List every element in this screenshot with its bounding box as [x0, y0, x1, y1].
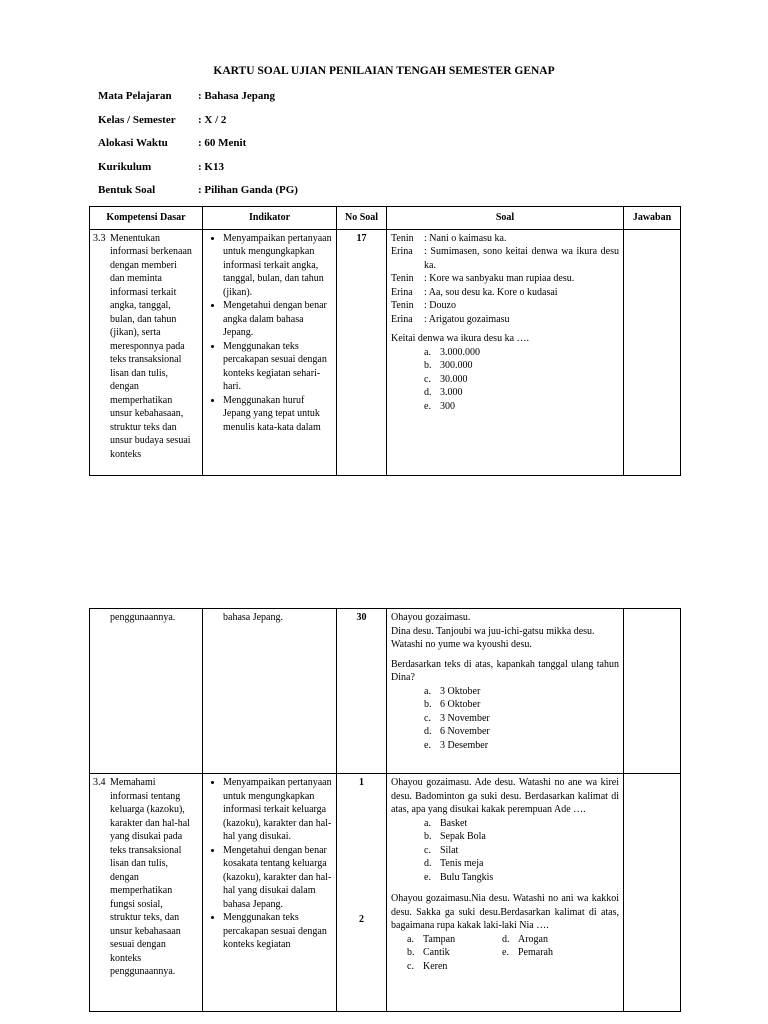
- text-line: yang disukai pada: [110, 831, 183, 842]
- speaker: Erina: [391, 286, 413, 298]
- meta-label: Kurikulum: [98, 161, 152, 173]
- option-letter: a.: [424, 817, 431, 829]
- passage-text: [391, 611, 619, 652]
- kompetensi-dasar-cell: [90, 609, 203, 774]
- text-line: (jikan), serta: [110, 327, 161, 338]
- table-header-row: [90, 207, 681, 230]
- dialog-line: [391, 313, 619, 327]
- kd-number: 3.4: [93, 777, 106, 788]
- kompetensi-dasar-cell: [90, 774, 203, 1012]
- kd-number: 3.3: [93, 232, 106, 244]
- text-line: unsur kebahasaan: [110, 925, 181, 937]
- option-letter: c.: [424, 712, 431, 724]
- answer-option: [502, 933, 619, 947]
- table-row: [90, 774, 681, 1012]
- answer-options: [391, 817, 619, 885]
- text-line: unsur budaya sesuai: [110, 435, 191, 446]
- speaker: Tenin: [391, 300, 414, 311]
- text-line: keluarga (kazoku),: [110, 804, 185, 815]
- question-1-text: Ohayou gozaimasu. Ade desu. Watashi no ane wa kirei desu. Badominton ga suki desu. Berdasarkan kalimat di atas, apa yang disukai kakak perempuan Ade ….: [391, 777, 619, 815]
- text-line: informasi terkait: [110, 286, 177, 298]
- soal-table-part-1: [89, 206, 681, 476]
- text-line: konteks: [110, 448, 142, 460]
- text-line: informasi tentang: [110, 790, 181, 802]
- option-text: Bulu Tangkis: [440, 871, 494, 883]
- option-letter: e.: [502, 947, 509, 958]
- option-letter: a.: [424, 346, 431, 358]
- no-soal-cell: 17: [337, 229, 387, 475]
- question-text: Keitai denwa wa ikura desu ka ….: [391, 333, 530, 344]
- indikator-cell: [203, 774, 337, 1012]
- jawaban-cell: [624, 774, 681, 1012]
- option-text: Cantik: [423, 947, 450, 958]
- indikator-item: • Menggunakan teks percakapan sesuai dengan konteks kegiatan sehari-hari.: [223, 340, 332, 394]
- soal-table-part-2: [89, 608, 681, 1012]
- answer-options: [391, 346, 619, 414]
- option-letter: b.: [407, 947, 415, 958]
- text-line: Ohayou gozaimasu.: [391, 612, 471, 623]
- answer-option: [407, 946, 502, 960]
- dialog: [391, 232, 619, 327]
- dialog-line: [391, 232, 619, 246]
- text-line: fungsi sosial,: [110, 898, 163, 910]
- indikator-item: • Mengetahui dengan benar kosakata tentang keluarga (kazoku), karakter dan hal-hal yang disukai dalam bahasa Jepang.: [223, 844, 332, 912]
- meta-label: Alokasi Waktu: [98, 137, 168, 149]
- option-letter: c.: [407, 960, 414, 972]
- option-text: Sepak Bola: [440, 831, 486, 842]
- text-line: dan meminta: [110, 273, 162, 284]
- option-text: 3 November: [440, 712, 490, 724]
- dialog-line: [391, 286, 619, 300]
- text-line: dengan: [110, 381, 139, 392]
- answer-option: [424, 857, 619, 871]
- meta-value: : Pilihan Ganda (PG): [198, 184, 298, 196]
- answer-options-two-column: [391, 933, 619, 974]
- option-letter: d.: [424, 726, 432, 737]
- text-line: lisan dan tulis,: [110, 367, 169, 379]
- kompetensi-dasar-cell: [90, 229, 203, 475]
- text-line: penggunaannya.: [110, 966, 176, 977]
- dialog-line: [391, 272, 619, 286]
- text-line: struktur teks, dan: [110, 912, 180, 923]
- utterance: : Aa, sou desu ka. Kore o kudasai: [424, 286, 558, 298]
- option-letter: e.: [424, 871, 431, 883]
- utterance: : Sumimasen, sono keitai denwa wa ikura desu ka.: [424, 246, 619, 271]
- meta-kurikulum: [98, 161, 224, 173]
- dialog-line: [391, 245, 619, 272]
- text-line: informasi berkenaan: [110, 246, 192, 257]
- indikator-item: • Menggunakan huruf Jepang yang tepat untuk menulis kata-kata dalam: [223, 394, 332, 435]
- kd-text-lines: [93, 790, 198, 979]
- option-text: 300.000: [440, 360, 473, 371]
- answer-option: [424, 359, 619, 373]
- option-text: Tampan: [423, 933, 456, 945]
- meta-label: Mata Pelajaran: [98, 90, 172, 102]
- option-text: 30.000: [440, 373, 468, 385]
- text-line: unsur kebahasaan,: [110, 408, 184, 419]
- option-text: 300: [440, 400, 455, 412]
- no-soal-cell: 30: [337, 609, 387, 774]
- answer-option: [424, 685, 619, 699]
- header-kompetensi-dasar: Kompetensi Dasar: [90, 207, 203, 230]
- no-soal-cell: [337, 774, 387, 1012]
- option-text: Arogan: [518, 933, 548, 945]
- utterance: : Douzo: [424, 300, 456, 311]
- answer-option: [424, 386, 619, 400]
- answer-options: [391, 685, 619, 753]
- text-line: Watashi no yume wa kyoushi desu.: [391, 639, 532, 650]
- indikator-item: • Menyampaikan pertanyaan untuk mengungkapkan informasi terkait angka, tanggal, bulan, dan tahun (jikan).: [223, 232, 332, 300]
- meta-mata-pelajaran: [98, 90, 275, 102]
- answer-option: [424, 844, 619, 858]
- option-text: Keren: [423, 960, 448, 972]
- answer-option: [502, 960, 619, 974]
- text-line: Dina desu. Tanjoubi wa juu-ichi-gatsu mikka desu.: [391, 625, 595, 637]
- no-soal-1: 1: [359, 777, 364, 788]
- utterance: : Arigatou gozaimasu: [424, 313, 510, 325]
- text-line: memperhatikan: [110, 394, 173, 406]
- indikator-item: • Menggunakan teks percakapan sesuai dengan konteks kegiatan: [223, 911, 332, 952]
- option-letter: d.: [502, 933, 510, 945]
- answer-option: [407, 933, 502, 947]
- meta-label: Bentuk Soal: [98, 184, 156, 196]
- option-letter: e.: [424, 739, 431, 751]
- text-line: teks transaksional: [110, 844, 182, 856]
- text-line: dengan: [110, 871, 139, 883]
- table-row: [90, 609, 681, 774]
- answer-option: [424, 871, 619, 885]
- dialog-line: [391, 299, 619, 313]
- text-line: angka, tanggal,: [110, 300, 171, 311]
- answer-option: [424, 712, 619, 726]
- text-line: sesuai dengan: [110, 939, 166, 950]
- answer-option: [424, 346, 619, 360]
- option-letter: c.: [424, 844, 431, 856]
- soal-cell: [387, 229, 624, 475]
- kd-text: Menentukan: [110, 232, 160, 244]
- option-letter: c.: [424, 373, 431, 385]
- meta-alokasi-waktu: [98, 137, 246, 149]
- option-text: 3 Desember: [440, 739, 489, 751]
- answer-option: [424, 400, 619, 414]
- table-row: [90, 229, 681, 475]
- answer-option: [424, 373, 619, 387]
- speaker: Erina: [391, 313, 413, 325]
- question-2-text: Ohayou gozaimasu.Nia desu. Watashi no ani wa kakkoi desu. Sakka ga suki desu.Berdasarkan kalimat di atas, bagaimana rupa kakak laki-laki Nia ….: [391, 893, 619, 931]
- meta-value: : X / 2: [198, 114, 227, 126]
- option-text: Silat: [440, 844, 459, 856]
- kd-text-lines: [93, 245, 198, 461]
- option-letter: a.: [407, 933, 414, 945]
- utterance: : Kore wa sanbyaku man rupiaa desu.: [424, 273, 575, 284]
- text-line: teks transaksional: [110, 354, 182, 365]
- question-text: Berdasarkan teks di atas, kapankah tanggal ulang tahun Dina?: [391, 658, 619, 683]
- text-line: meresponnya pada: [110, 340, 185, 352]
- indikator-cell: [203, 609, 337, 774]
- text-line: dengan memberi: [110, 259, 177, 271]
- option-text: 6 Oktober: [440, 699, 481, 710]
- meta-value: : K13: [198, 161, 224, 173]
- indikator-list: [207, 232, 332, 435]
- header-no-soal: No Soal: [337, 207, 387, 230]
- text-line: konteks: [110, 952, 142, 964]
- text-line: bulan, dan tahun: [110, 313, 177, 325]
- option-text: 3 Oktober: [440, 685, 481, 697]
- option-text: Basket: [440, 817, 468, 829]
- answer-option: [424, 830, 619, 844]
- meta-label: Kelas / Semester: [98, 114, 176, 126]
- meta-value: : 60 Menit: [198, 137, 247, 149]
- option-text: Pemarah: [518, 947, 553, 958]
- indikator-item: • Menyampaikan pertanyaan untuk mengungkapkan informasi terkait keluarga (kazoku), karakter dan hal-hal yang disukai.: [223, 776, 332, 844]
- option-text: 6 November: [440, 726, 490, 737]
- speaker: Tenin: [391, 232, 414, 244]
- jawaban-cell: [624, 229, 681, 475]
- header-soal: Soal: [387, 207, 624, 230]
- no-soal-2: 2: [359, 913, 364, 925]
- speaker: Erina: [391, 246, 413, 257]
- meta-bentuk-soal: [98, 184, 298, 196]
- text-line: memperhatikan: [110, 885, 173, 896]
- option-letter: b.: [424, 831, 432, 842]
- soal-cell: [387, 774, 624, 1012]
- indikator-item: • Mengetahui dengan benar angka dalam bahasa Jepang.: [223, 299, 332, 340]
- document-title: KARTU SOAL UJIAN PENILAIAN TENGAH SEMESTER GENAP: [213, 65, 555, 77]
- answer-option: [502, 946, 619, 960]
- option-letter: d.: [424, 387, 432, 398]
- answer-option: [424, 817, 619, 831]
- option-letter: b.: [424, 699, 432, 710]
- kd-text: penggunaannya.: [110, 612, 176, 623]
- meta-value: : Bahasa Jepang: [198, 90, 276, 102]
- answer-option: [424, 698, 619, 712]
- option-text: 3.000.000: [440, 346, 480, 358]
- option-letter: b.: [424, 360, 432, 371]
- kd-text: Memahami: [110, 777, 156, 788]
- header-jawaban: Jawaban: [624, 207, 681, 230]
- option-text: 3.000: [440, 387, 463, 398]
- option-letter: d.: [424, 858, 432, 869]
- indikator-text: bahasa Jepang.: [223, 612, 283, 623]
- option-letter: a.: [424, 685, 431, 697]
- speaker: Tenin: [391, 273, 414, 284]
- indikator-list: [207, 776, 332, 952]
- jawaban-cell: [624, 609, 681, 774]
- soal-cell: [387, 609, 624, 774]
- option-text: Tenis meja: [440, 858, 484, 869]
- indikator-cell: [203, 229, 337, 475]
- text-line: struktur teks dan: [110, 421, 177, 433]
- meta-kelas-semester: [98, 114, 226, 126]
- text-line: lisan dan tulis,: [110, 858, 169, 869]
- answer-option: [424, 739, 619, 753]
- header-indikator: Indikator: [203, 207, 337, 230]
- option-letter: e.: [424, 400, 431, 412]
- text-line: karakter dan hal-hal: [110, 817, 190, 829]
- answer-option: [424, 725, 619, 739]
- utterance: : Nani o kaimasu ka.: [424, 232, 507, 244]
- answer-option: [407, 960, 502, 974]
